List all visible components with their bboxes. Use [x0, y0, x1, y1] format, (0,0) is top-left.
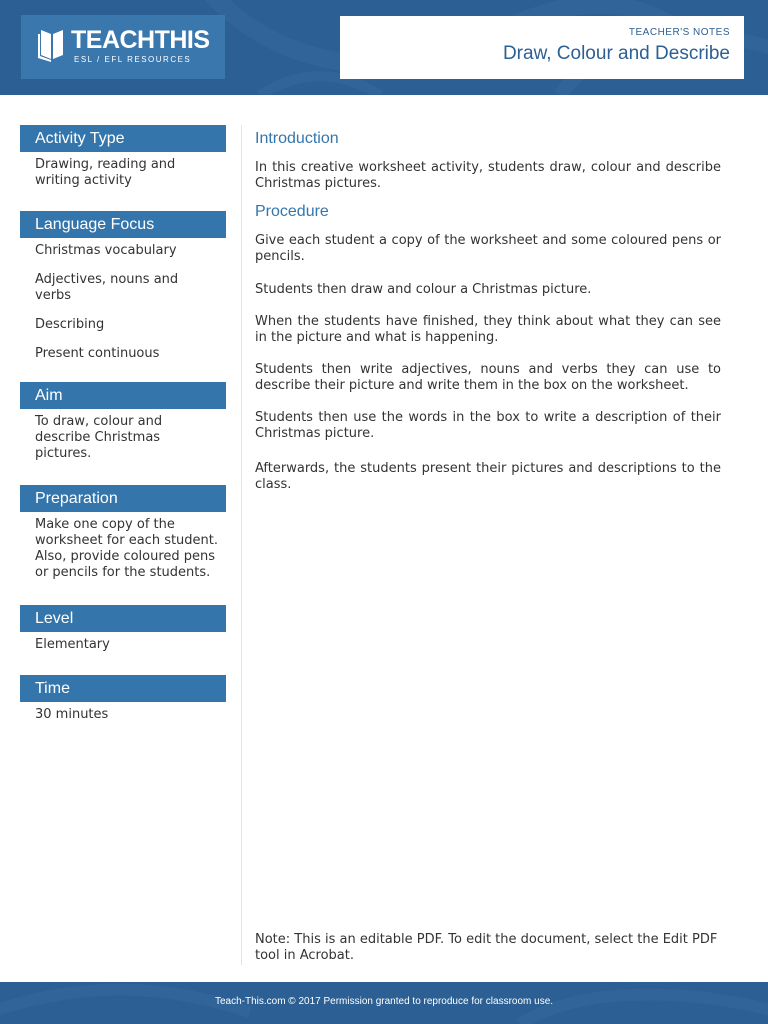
editable-pdf-note: Note: This is an editable PDF. To edit the document, select the Edit PDF tool in Acrobat.	[255, 932, 718, 963]
copyright-text: Teach-This.com © 2017 Permission granted to reproduce for classroom use.	[214, 996, 554, 1007]
list-item: Adjectives, nouns and verbs	[35, 272, 179, 303]
section-heading: Activity Type	[20, 125, 226, 152]
procedure-step: Give each student a copy of the worksheet and some coloured pens or pencils.	[255, 233, 721, 264]
section-text: Make one copy of the worksheet for each student. Also, provide coloured pens or pencils for the students.	[35, 517, 219, 580]
logo-text: TEACHTHIS	[71, 26, 210, 54]
section-heading: Language Focus	[20, 211, 226, 238]
procedure-step: Students then draw and colour a Christmas picture.	[255, 282, 592, 297]
procedure-step: When the students have finished, they think about what they can see in the picture and what is happening.	[255, 314, 721, 345]
section-heading: Time	[20, 675, 226, 702]
aim-section	[20, 382, 226, 462]
introduction-heading: Introduction	[255, 130, 339, 147]
column-divider	[241, 125, 242, 965]
procedure-step: Afterwards, the students present their pictures and descriptions to the class.	[255, 461, 721, 492]
procedure-step: Students then write adjectives, nouns and verbs they can use to describe their picture and write them in the box on the worksheet.	[255, 362, 721, 393]
logo	[21, 15, 225, 79]
page-title: Draw, Colour and Describe	[502, 43, 730, 64]
section-heading: Preparation	[20, 485, 226, 512]
preparation-section	[20, 485, 226, 581]
list-item: Christmas vocabulary	[35, 243, 177, 258]
activity-type-section	[20, 125, 226, 189]
section-text: Drawing, reading and writing activity	[35, 157, 176, 188]
list-item: Present continuous	[35, 346, 160, 361]
procedure-heading: Procedure	[255, 203, 329, 220]
section-text: To draw, colour and describe Christmas pictures.	[35, 414, 163, 461]
time-section	[20, 675, 226, 723]
list-item: Describing	[35, 317, 105, 332]
section-heading: Aim	[20, 382, 226, 409]
main-content	[255, 130, 721, 493]
sidebar	[20, 125, 226, 723]
language-focus-section	[20, 211, 226, 362]
level-section	[20, 605, 226, 653]
section-heading: Level	[20, 605, 226, 632]
title-box	[340, 16, 744, 79]
book-icon	[35, 26, 69, 62]
section-text: Elementary	[35, 637, 110, 652]
page-footer	[0, 982, 768, 1024]
introduction-text: In this creative worksheet activity, students draw, colour and describe Christmas pictures.	[255, 160, 721, 191]
section-text: 30 minutes	[35, 707, 109, 722]
page-header	[0, 0, 768, 95]
document-kicker: TEACHER'S NOTES	[628, 27, 730, 38]
logo-subtitle: ESL / EFL RESOURCES	[74, 55, 192, 64]
procedure-step: Students then use the words in the box to write a description of their Christmas picture.	[255, 410, 721, 441]
